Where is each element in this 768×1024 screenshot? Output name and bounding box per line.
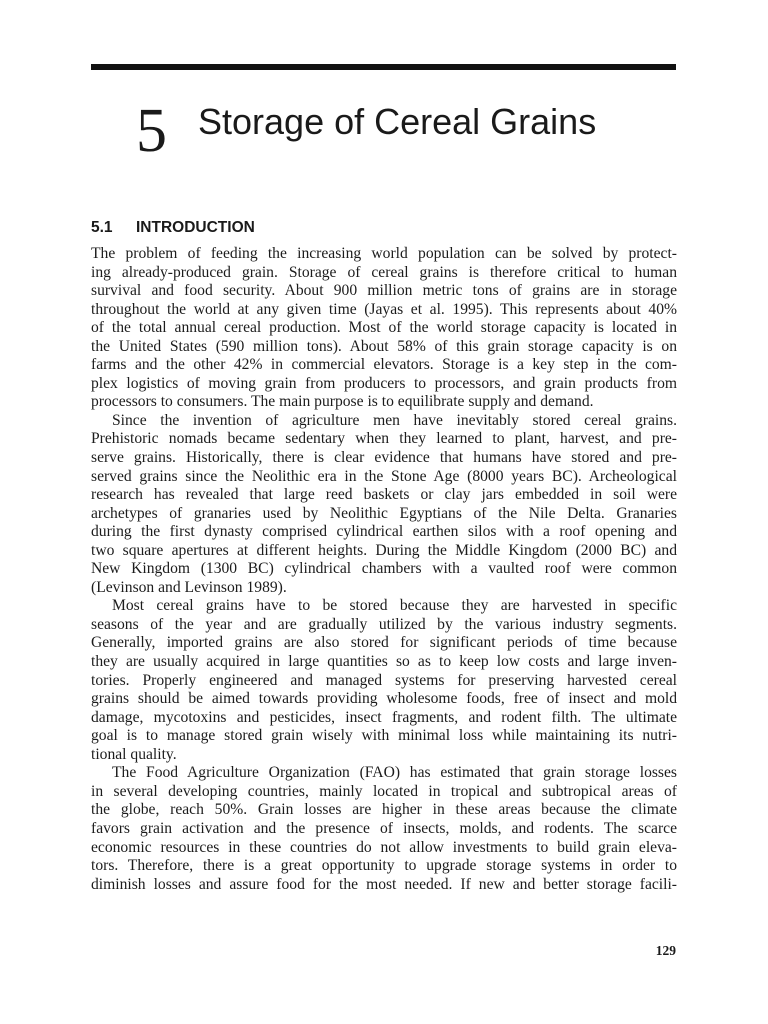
body-line: favors grain activation and the presence of insects, molds, and rodents. The scarce [91,819,677,837]
body-line: processors to consumers. The main purpose is to equilibrate supply and demand. [91,393,594,411]
body-line: two square apertures at different heights. During the Middle Kingdom (2000 BC) and [91,541,677,559]
page-number: 129 [655,943,676,958]
chapter-top-rule [91,64,676,70]
body-line: The problem of feeding the increasing world population can be solved by protect- [91,245,677,262]
body-line: tional quality. [91,745,177,763]
body-line: the United States (590 million tons). About 58% of this grain storage capacity is on [91,337,677,355]
body-line: Since the invention of agriculture men have inevitably stored cereal grains. [112,411,677,429]
body-line: Most cereal grains have to be stored because they are harvested in specific [112,597,677,615]
body-line: the globe, reach 50%. Grain losses are higher in these areas because the climate [91,801,677,819]
body-line: Generally, imported grains are also stored for significant periods of time because [91,634,677,652]
body-line: goal is to manage stored grain wisely with minimal loss while maintaining its nutri- [91,727,677,745]
body-line: diminish losses and assure food for the most needed. If new and better storage facili- [91,875,677,893]
chapter-heading [0,92,768,172]
body-line: archetypes of granaries used by Neolithic Egyptians of the Nile Delta. Granaries [91,504,677,522]
body-line: served grains since the Neolithic era in the Stone Age (8000 years BC). Archeological [91,467,677,485]
body-line: serve grains. Historically, there is clear evidence that humans have stored and pre- [91,449,677,467]
body-line: seasons of the year and are gradually utilized by the various industry segments. [91,615,677,633]
chapter-title: Storage of Cereal Grains [198,101,597,142]
body-line: they are usually acquired in large quantities so as to keep low costs and large inven- [91,653,677,671]
body-line: (Levinson and Levinson 1989). [91,578,287,596]
body-line: The Food Agriculture Organization (FAO) has estimated that grain storage losses [112,764,677,782]
section-title: INTRODUCTION [136,219,255,236]
body-line: plex logistics of moving grain from producers to processors, and grain products from [91,374,677,392]
body-line: research has revealed that large reed baskets or clay jars embedded in soil were [91,486,677,504]
section-number: 5.1 [91,219,113,236]
body-line: grains should be aimed towards providing wholesome foods, free of insect and mold [91,690,677,708]
body-line: in several developing countries, mainly located in tropical and subtropical areas of [91,782,677,800]
body-line: of the total annual cereal production. Most of the world storage capacity is located in [91,319,677,337]
body-line: farms and the other 42% in commercial elevators. Storage is a key step in the com- [91,356,677,374]
body-line: economic resources in these countries do not allow investments to build grain eleva- [91,838,677,856]
body-line: throughout the world at any given time (Jayas et al. 1995). This represents about 40% [91,300,677,318]
chapter-number: 5 [136,97,167,165]
body-line: tors. Therefore, there is a great opportunity to upgrade storage systems in order to [91,857,677,875]
body-line: damage, mycotoxins and pesticides, insect fragments, and rodent filth. The ultimate [91,708,677,726]
body-text [91,245,677,894]
section-heading [91,218,255,238]
body-line: New Kingdom (1300 BC) cylindrical chambers with a vaulted roof were common [91,560,677,578]
body-line: survival and food security. About 900 million metric tons of grains are in storage [91,282,677,300]
body-line: Prehistoric nomads became sedentary when they learned to plant, harvest, and pre- [91,430,677,448]
body-line: during the first dynasty comprised cylindrical earthen silos with a roof opening and [91,523,677,541]
body-line: tories. Properly engineered and managed systems for preserving harvested cereal [91,671,677,689]
body-line: ing already-produced grain. Storage of cereal grains is therefore critical to human [91,263,677,281]
